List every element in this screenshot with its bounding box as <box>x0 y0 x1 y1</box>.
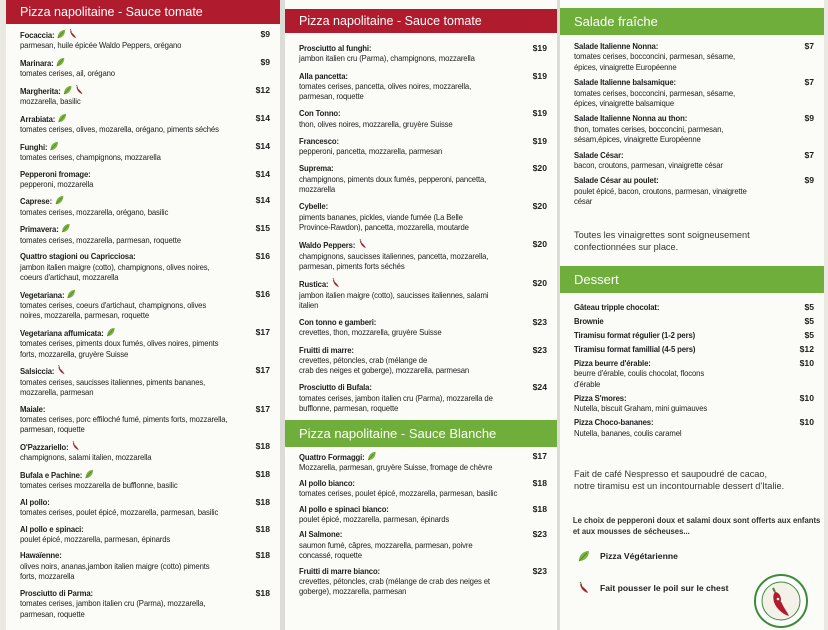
item-name <box>299 529 499 539</box>
item-name <box>574 316 767 326</box>
item-name-text: Quattro Formaggi: <box>299 452 365 462</box>
item-description: italien <box>299 299 319 310</box>
item-description: forts, mozzarella, gruyère Suisse <box>20 348 129 359</box>
item-price: $18 <box>255 440 270 451</box>
item-description: poulet épicé, mozzarella, parmesan, épinards <box>20 533 171 544</box>
item-description: tomates cerises, porc effiloché fumé, piments forts, mozzarella, <box>20 413 228 424</box>
item-name <box>299 382 499 392</box>
menu-column-2 <box>285 0 557 630</box>
item-name-text: Al pollo bianco: <box>299 477 355 488</box>
item-name-text: Primavera: <box>20 224 59 235</box>
item-description: mozzarella, parmesan <box>20 387 94 397</box>
item-description: parmesan, roquette <box>299 91 364 102</box>
item-name <box>20 251 222 261</box>
menu-item <box>574 330 824 340</box>
menu-item <box>299 71 557 102</box>
menu-item <box>574 41 824 72</box>
item-name-text: Bufala e Pachine: <box>20 469 83 480</box>
menu-item <box>20 57 280 79</box>
item-price: $9 <box>260 29 270 39</box>
menu-item <box>299 504 557 525</box>
item-description: concassé, roquette <box>299 550 362 561</box>
item-price: $9 <box>804 113 814 124</box>
item-description: crevettes, thon, mozzarella, gruyère Suisse <box>299 327 442 338</box>
hot-pepper-icon <box>75 85 84 95</box>
item-name <box>299 478 499 488</box>
item-price: $18 <box>532 503 547 514</box>
item-price: $10 <box>799 392 814 403</box>
item-name-text: Salade Italienne balsamique: <box>574 77 676 88</box>
item-description: pepperoni, mozzarella <box>20 178 94 189</box>
item-name <box>299 239 499 250</box>
section-header-tomato-1: Pizza napolitaine - Sauce tomate <box>6 0 280 24</box>
menu-item <box>299 317 557 338</box>
item-name <box>20 524 222 534</box>
item-price: $7 <box>804 149 814 160</box>
menu-item <box>574 150 824 171</box>
leaf-icon <box>67 289 76 299</box>
item-name-text: Al Salmone: <box>299 529 343 540</box>
menu-item <box>299 382 557 413</box>
leaf-icon <box>367 451 376 461</box>
item-description: tomates cerises, bocconcini, parmesan, sésame, <box>574 87 736 98</box>
item-price: $10 <box>799 358 814 368</box>
item-description: coeurs d'artichaut, mozzarella <box>20 272 119 283</box>
item-price: $18 <box>532 477 547 488</box>
item-description: poulet épicé, bacon, croutons, parmesan, vinaigrette <box>574 185 747 196</box>
item-name-text: Quattro stagioni ou Capricciosa: <box>20 251 136 262</box>
item-description: bufflonne, parmesan, roquette <box>299 403 399 414</box>
item-description: jambon italien maigre (cotto), champignons, olives noires, <box>20 261 210 272</box>
item-description: tomates cerises, poulet épicé, mozzarella, parmesan, basilic <box>299 488 498 499</box>
item-description: mozzarella, basilic <box>20 96 81 107</box>
item-name-text: Vegetariana affumicata: <box>20 327 104 338</box>
item-description: Nutella, bananes, coulis caramel <box>574 427 682 438</box>
item-price: $18 <box>255 550 270 561</box>
item-price: $12 <box>255 84 270 95</box>
menu-item <box>299 566 557 597</box>
item-name <box>574 302 767 312</box>
item-description: forts, mozzarella <box>20 571 75 582</box>
section-header-dessert: Dessert <box>560 266 824 293</box>
menu-item <box>20 195 280 217</box>
item-price: $23 <box>532 317 547 328</box>
menu-item <box>574 393 824 414</box>
item-name <box>574 344 767 354</box>
item-price: $14 <box>255 140 270 151</box>
item-name <box>574 150 767 160</box>
menu-item <box>20 497 280 518</box>
menu-item <box>299 345 557 376</box>
menu-item <box>574 77 824 108</box>
item-description: crab des neiges et goberge), mozzarella, parmesan <box>299 365 470 376</box>
item-description: épices, vinaigrette balsamique <box>574 98 674 109</box>
item-name-text: Fruitti di marre bianco: <box>299 565 380 576</box>
item-description: tomates cerises, ail, orégano <box>20 68 115 79</box>
item-price: $5 <box>804 330 814 340</box>
leaf-icon <box>578 550 590 562</box>
leaf-icon <box>50 141 59 151</box>
item-name <box>574 77 767 87</box>
leaf-icon <box>56 57 65 67</box>
leaf-icon <box>61 223 70 233</box>
item-description: tomates cerises, piments doux fumés, olives noires, piments <box>20 338 219 349</box>
item-price: $7 <box>804 41 814 51</box>
menu-item <box>299 136 557 157</box>
menu-item <box>20 169 280 190</box>
item-name-text: Rustica: <box>299 279 329 290</box>
item-name <box>574 358 767 368</box>
pizza-white-list <box>285 451 557 602</box>
menu-item <box>574 344 824 354</box>
legend-vegetarian <box>560 550 678 562</box>
menu-column-1 <box>6 0 280 630</box>
item-name <box>574 393 767 403</box>
item-name <box>20 195 222 206</box>
leaf-icon <box>63 85 72 95</box>
item-name <box>299 451 499 462</box>
item-price: $23 <box>532 565 547 576</box>
dessert-list <box>560 302 824 442</box>
item-name-text: Tiramisu format famillial (4-5 pers) <box>574 344 696 354</box>
item-description: parmesan, huile épicée Waldo Peppers, orégano <box>20 40 182 51</box>
item-name-text: Maiale: <box>20 403 46 414</box>
coffee-note <box>560 468 824 492</box>
item-name-text: Alla pancetta: <box>299 70 348 81</box>
menu-item <box>299 239 557 271</box>
hot-pepper-icon <box>57 365 66 375</box>
item-description: saumon fumé, câpres, mozzarella, parmesan, poivre <box>299 539 473 550</box>
menu-item <box>299 163 557 194</box>
kids-note-line: Le choix de pepperoni doux et salami doux sont offerts aux enfants <box>572 515 821 525</box>
menu-item <box>20 113 280 135</box>
item-price: $9 <box>260 56 270 67</box>
item-price: $19 <box>532 135 547 146</box>
menu-item <box>299 451 557 473</box>
item-description: Province-Rawdon), pancetta, mozzarella, moutarde <box>299 222 469 233</box>
item-description: poulet épicé, mozzarella, parmesan, épinards <box>299 514 450 525</box>
item-price: $17 <box>255 326 270 337</box>
leaf-icon <box>85 469 94 479</box>
item-description: jambon italien maigre (cotto), saucisses italiennes, salami <box>299 289 489 300</box>
item-description: noires, mozzarella, parmesan, roquette <box>20 310 150 321</box>
item-name-text: Cybelle: <box>299 201 329 212</box>
item-price: $20 <box>532 163 547 174</box>
item-name-text: Al pollo e spinaci bianco: <box>299 503 389 514</box>
item-price: $17 <box>255 403 270 414</box>
item-price: $19 <box>532 108 547 119</box>
item-price: $17 <box>255 365 270 376</box>
legend-hot-label: Fait pousser le poil sur le chest <box>600 583 729 593</box>
section-header-salad: Salade fraîche <box>560 8 824 35</box>
item-description: tomates cerises, jambon italien cru (Parma), mozzarella, <box>20 598 206 609</box>
item-name-text: Francesco: <box>299 135 339 146</box>
item-price: $23 <box>532 344 547 355</box>
item-price: $12 <box>799 344 814 354</box>
item-description: tomates cerises, mozzarella, parmesan, roquette <box>20 234 181 245</box>
item-price: $18 <box>255 496 270 507</box>
item-description: champignons, saucisses italiennes, pancetta, mozzarella, <box>299 250 489 261</box>
hot-pepper-icon <box>331 278 340 288</box>
item-name-text: Suprema: <box>299 163 334 174</box>
item-price: $14 <box>255 168 270 179</box>
item-price: $20 <box>532 239 547 250</box>
item-name-text: Al pollo e spinaci: <box>20 523 84 534</box>
menu-item <box>299 201 557 232</box>
item-name <box>299 566 499 576</box>
item-name <box>574 41 767 51</box>
item-price: $7 <box>804 77 814 88</box>
item-name-text: Salade César: <box>574 149 624 160</box>
item-name-text: Tiramisu format régulier (1-2 pers) <box>574 330 696 340</box>
pizza-tomato-list-1 <box>6 24 280 619</box>
item-name <box>20 497 222 507</box>
item-price: $19 <box>532 43 547 53</box>
item-description: tomates cerises, pancetta, olives noires, mozzarella, <box>299 80 472 91</box>
salad-note-line: confectionnées sur place. <box>574 242 679 252</box>
item-price: $14 <box>255 112 270 123</box>
salad-note-line: Toutes les vinaigrettes sont soigneusement <box>574 230 750 240</box>
item-description: mozzarella <box>299 184 336 195</box>
item-description: Mozzarella, parmesan, gruyère Suisse, fromage de chèvre <box>299 462 493 473</box>
menu-item <box>20 469 280 491</box>
item-name-text: Prosciutto di Parma: <box>20 587 93 598</box>
item-name <box>20 441 222 452</box>
item-description: crevettes, pétoncles, crab (mélange de crab des neiges et <box>299 576 490 587</box>
item-name <box>299 71 499 81</box>
item-name <box>299 43 499 53</box>
menu-item <box>574 113 824 144</box>
item-price: $17 <box>532 451 547 461</box>
item-name-text: Con tonno e gamberi: <box>299 317 377 328</box>
menu-item <box>299 278 557 310</box>
kids-note-line: et aux mousses de sécheuses... <box>572 526 690 536</box>
item-name <box>20 141 222 152</box>
menu-item <box>20 289 280 321</box>
item-description: champignons, salami italien, mozzarella <box>20 452 152 463</box>
menu-item <box>20 85 280 107</box>
item-name <box>299 504 499 514</box>
item-description: tomates cerises, coeurs d'artichaut, champignons, olives <box>20 299 207 310</box>
item-description: Nutella, biscuit Graham, mini guimauves <box>574 403 708 414</box>
legend-spicy <box>560 582 728 594</box>
item-price: $23 <box>532 529 547 540</box>
hot-pepper-icon <box>71 441 80 451</box>
item-name-text: Prosciutto al funghi: <box>299 43 372 53</box>
item-price: $15 <box>255 223 270 234</box>
item-name <box>20 289 222 300</box>
item-name-text: Hawaïenne: <box>20 550 62 561</box>
item-name <box>20 469 222 480</box>
item-name-text: Margherita: <box>20 85 61 96</box>
item-description: crevettes, pétoncles, crab (mélange de <box>299 354 428 365</box>
item-name <box>299 108 499 118</box>
salad-list <box>560 35 824 207</box>
item-name-text: Funghi: <box>20 141 48 152</box>
menu-item <box>574 316 824 326</box>
pizza-tomato-list-2 <box>285 33 557 414</box>
menu-item <box>299 108 557 129</box>
menu-item <box>20 223 280 245</box>
item-name-text: Prosciutto di Bufala: <box>299 382 372 393</box>
waldo-peppers-logo <box>754 574 808 628</box>
item-name-text: Salsiccia: <box>20 366 55 377</box>
item-name-text: Gâteau tripple chocolat: <box>574 302 660 312</box>
item-name-text: Vegetariana: <box>20 289 65 300</box>
hot-pepper-icon <box>69 29 78 39</box>
item-price: $20 <box>532 201 547 212</box>
item-price: $16 <box>255 288 270 299</box>
item-name-text: Al pollo: <box>20 496 50 507</box>
item-description: tomates cerises, champignons, mozzarella <box>20 152 161 163</box>
item-name <box>20 113 222 124</box>
item-description: d'érable <box>574 378 601 389</box>
item-name-text: Pizza S'mores: <box>574 392 627 403</box>
item-name-text: Focaccia: <box>20 30 55 40</box>
item-description: thon, olives noires, mozzarella, gruyère Suisse <box>299 118 453 129</box>
menu-item <box>574 358 824 389</box>
item-name <box>574 175 767 185</box>
item-description: champignons, piments doux fumés, pepperoni, pancetta, <box>299 173 487 184</box>
item-description: parmesan, roquette <box>20 424 85 435</box>
item-name <box>20 85 222 96</box>
item-description: jambon italien cru (Parma), champignons, mozzarella <box>299 53 475 64</box>
item-description: tomates cerises, olives, mozarella, orégano, piments séchés <box>20 124 219 135</box>
item-name <box>574 417 767 427</box>
item-price: $14 <box>255 195 270 206</box>
hot-pepper-icon <box>578 582 590 594</box>
menu-item <box>299 529 557 560</box>
item-name <box>20 29 222 40</box>
item-description: tomates cerises mozzarella de bufflonne, basilic <box>20 480 178 491</box>
item-description: parmesan, piments forts séchés <box>299 261 405 272</box>
item-name-text: Marinara: <box>20 57 54 68</box>
item-price: $18 <box>255 587 270 598</box>
leaf-icon <box>57 29 66 39</box>
item-name <box>574 330 767 340</box>
menu-item <box>20 29 280 51</box>
item-description: tomates cerises, jambon italien cru (Parma), mozzarella de <box>299 392 493 403</box>
menu-item <box>20 327 280 359</box>
item-name-text: Con Tonno: <box>299 108 341 119</box>
item-description: piments bananes, pickles, viande fumée (La Belle <box>299 211 463 222</box>
menu-item <box>20 141 280 163</box>
item-name-text: Salade Italienne Nonna: <box>574 41 659 51</box>
menu-item <box>299 478 557 499</box>
menu-item <box>299 43 557 64</box>
section-header-tomato-2: Pizza napolitaine - Sauce tomate <box>285 9 557 33</box>
item-price: $18 <box>255 468 270 479</box>
item-price: $5 <box>804 316 814 326</box>
coffee-note-line: Fait de café Nespresso et saupoudré de cacao, <box>574 469 768 479</box>
item-price: $16 <box>255 251 270 262</box>
item-description: thon, tomates cerises, bocconcini, parmesan, <box>574 123 724 134</box>
menu-item <box>20 550 280 581</box>
item-price: $9 <box>804 175 814 186</box>
menu-item <box>574 417 824 438</box>
item-description: bacon, croutons, parmesan, vinaigrette césar <box>574 160 723 171</box>
item-description: sésam,épices, vinaigrette Européenne <box>574 134 701 145</box>
item-name <box>299 278 499 289</box>
item-name-text: Waldo Peppers: <box>299 240 356 251</box>
menu-item <box>20 251 280 282</box>
item-description: tomates cerises, saucisses italiennes, piments bananes, <box>20 376 206 387</box>
menu-item <box>574 175 824 206</box>
item-name <box>20 327 222 338</box>
item-name <box>20 169 222 179</box>
item-price: $20 <box>532 278 547 289</box>
menu-column-3 <box>560 0 824 630</box>
leaf-icon <box>106 327 115 337</box>
item-description: tomates cerises, bocconcini, parmesan, sésame, <box>574 51 736 62</box>
item-name <box>299 136 499 146</box>
item-name <box>20 223 222 234</box>
item-name-text: Pepperoni fromage: <box>20 168 91 179</box>
menu-item <box>20 588 280 619</box>
menu-item <box>20 441 280 463</box>
item-name <box>299 317 499 327</box>
item-name-text: Arrabiata: <box>20 113 56 124</box>
item-name-text: Fruitti di marre: <box>299 344 354 355</box>
kids-note <box>560 515 824 537</box>
item-name-text: O'Pazzariello: <box>20 441 69 452</box>
menu-item <box>20 524 280 545</box>
leaf-icon <box>58 113 67 123</box>
item-description: beurre d'érable, coulis chocolat, flocons <box>574 368 705 379</box>
item-name <box>299 201 499 211</box>
item-name <box>20 550 222 560</box>
item-name <box>574 113 767 123</box>
item-name-text: Pizza Choco-bananes: <box>574 417 654 428</box>
item-price: $18 <box>255 523 270 534</box>
item-name <box>299 345 499 355</box>
item-name-text: Salade César au poulet: <box>574 175 659 186</box>
item-description: pepperoni, pancetta, mozzarella, parmesan <box>299 146 443 157</box>
item-name <box>20 365 222 376</box>
item-description: césar <box>574 196 593 207</box>
item-name-text: Brownie <box>574 316 604 326</box>
item-description: olives noirs, ananas,jambon italien maigre (cotto) piments <box>20 560 210 571</box>
section-header-white-sauce: Pizza napolitaine - Sauce Blanche <box>285 420 557 447</box>
menu-item <box>20 365 280 397</box>
item-price: $10 <box>799 417 814 428</box>
item-name <box>20 404 222 414</box>
coffee-note-line: notre tiramisu est un incontournable dessert d'Italie. <box>574 481 785 491</box>
hot-pepper-icon <box>358 239 367 249</box>
item-name <box>299 163 499 173</box>
item-price: $5 <box>804 302 814 312</box>
item-price: $19 <box>532 70 547 81</box>
menu-item <box>20 404 280 435</box>
item-name <box>20 588 222 598</box>
salad-note <box>560 229 824 253</box>
item-description: épices, vinaigrette Européenne <box>574 61 677 72</box>
item-name-text: Caprese: <box>20 196 53 207</box>
item-name-text: Pizza beurre d'érable: <box>574 358 651 368</box>
item-description: tomates cerises, mozzarella, orégano, basilic <box>20 206 169 217</box>
menu-item <box>574 302 824 312</box>
item-description: parmesan, roquette <box>20 608 85 619</box>
item-description: tomates cerises, poulet épicé, mozzarella, parmesan, basilic <box>20 507 219 518</box>
item-description: goberge), mozzarella, parmesan <box>299 586 407 597</box>
item-name <box>20 57 222 68</box>
item-name-text: Salade Italienne Nonna au thon: <box>574 113 688 124</box>
item-price: $24 <box>532 382 547 393</box>
leaf-icon <box>55 195 64 205</box>
legend-veg-label: Pizza Végétarienne <box>600 551 678 561</box>
